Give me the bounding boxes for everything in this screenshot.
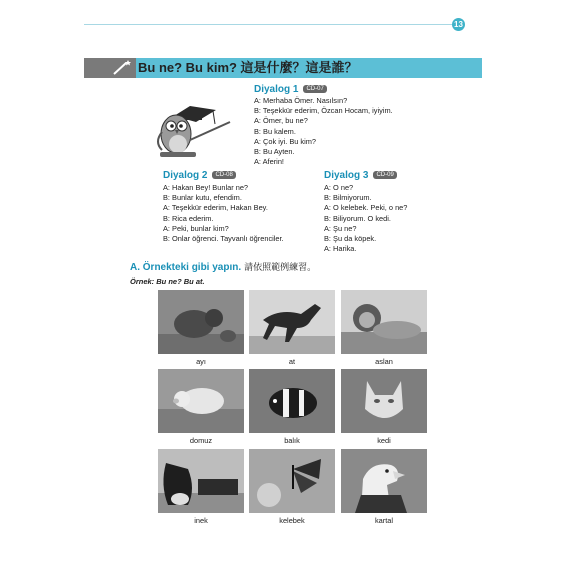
label-balik: balık: [284, 436, 300, 445]
photo-butterfly: [249, 449, 335, 513]
photo-fish: [249, 369, 335, 433]
photo-eagle: [341, 449, 427, 513]
photo-pig: [158, 369, 244, 433]
cd-track-badge: CD-08: [212, 171, 235, 179]
banner-icon-box: [84, 58, 136, 78]
photo-horse: [249, 290, 335, 354]
header-rule: [84, 24, 454, 25]
label-aslan: aslan: [375, 357, 393, 366]
page-title: Bu ne? Bu kim? 這是什麼？這是誰？: [138, 60, 358, 75]
photo-lion: [341, 290, 427, 354]
dialog-1-lines: A: Merhaba Ömer. Nasılsın? B: Teşekkür ederim, Özcan Hocam, iyiyim. A: Ömer, bu ne? B: Bu kalem. A: Çok iyi. Bu kim? B: Bu Ayten. A: Aferin!: [254, 96, 393, 167]
dialog-3-lines: A: O ne? B: Bilmiyorum. A: O kelebek. Peki, o ne? B: Biliyorum. O kedi. A: Şu ne? B: Şu da köpek. A: Harika.: [324, 183, 408, 254]
label-inek: inek: [194, 516, 208, 525]
label-kartal: kartal: [374, 516, 394, 525]
exercise-heading: A. Örnekteki gibi yapın. 請依照範例練習。: [130, 262, 317, 273]
magic-wand-icon: [84, 58, 136, 78]
cd-track-badge: CD-09: [373, 171, 396, 179]
photo-bear: [158, 290, 244, 354]
photo-cow: [158, 449, 244, 513]
dialog-2-title: Diyalog 2 CD-08: [163, 170, 236, 181]
example-line: Örnek: Bu ne? Bu at.: [130, 277, 205, 286]
owl-teacher-illustration: [146, 84, 238, 164]
label-domuz: domuz: [189, 436, 213, 445]
cd-track-badge: CD-07: [303, 85, 326, 93]
page-number: 13: [452, 18, 465, 31]
label-ayi: ayı: [196, 357, 206, 366]
label-kelebek: kelebek: [279, 516, 305, 525]
dialog-1-title: Diyalog 1 CD-07: [254, 84, 327, 95]
label-kedi: kedi: [377, 436, 391, 445]
dialog-3-title: Diyalog 3 CD-09: [324, 170, 397, 181]
photo-cat: [341, 369, 427, 433]
dialog-2-lines: A: Hakan Bey! Bunlar ne? B: Bunlar kutu, efendim. A: Teşekkür ederim, Hakan Bey. B: Rica ederim. A: Peki, bunlar kim? B: Onlar öğrenci. Tayvanlı öğrenciler.: [163, 183, 284, 244]
label-at: at: [288, 357, 296, 366]
